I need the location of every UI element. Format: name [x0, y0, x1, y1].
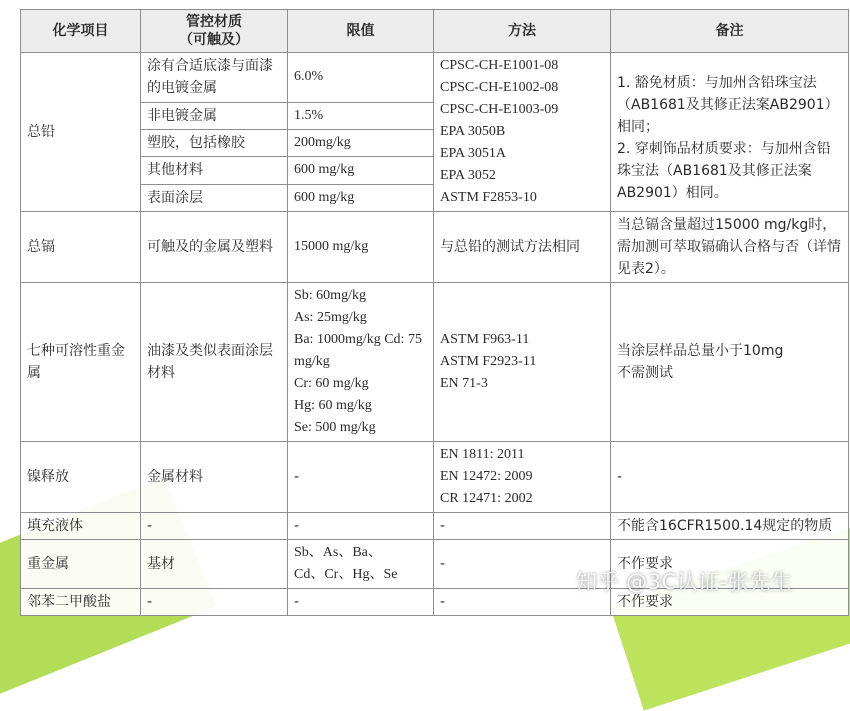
heavy-limit: Sb、As、Ba、 Cd、Cr、Hg、Se: [288, 540, 434, 589]
heavy-method: -: [434, 540, 611, 589]
header-item: 化学项目: [21, 10, 141, 53]
cadmium-method: 与总铅的测试方法相同: [434, 212, 611, 283]
soluble-method: ASTM F963-11 ASTM F2923-11 EN 71-3: [434, 283, 611, 442]
heavy-remark: 不作要求: [611, 540, 849, 589]
liquid-limit: -: [288, 513, 434, 540]
lead-methods: CPSC-CH-E1001-08 CPSC-CH-E1002-08 CPSC-CH-E1003-09 EPA 3050B EPA 3051A EPA 3052 ASTM F2853-10: [434, 53, 611, 212]
lead-limit-2: 1.5%: [288, 102, 434, 129]
liquid-material: -: [141, 513, 288, 540]
table-row-nickel: [21, 442, 849, 513]
lead-limit-3: 200mg/kg: [288, 129, 434, 156]
cadmium-material: 可触及的金属及塑料: [141, 212, 288, 283]
phthalate-item: 邻苯二甲酸盐: [21, 589, 141, 616]
lead-remark: 1. 豁免材质：与加州含铅珠宝法（AB1681及其修正法案AB2901）相同； 2. 穿刺饰品材质要求：与加州含铅珠宝法（AB1681及其修正法案AB2901）相同。: [611, 53, 849, 212]
chemical-requirements-table: [20, 9, 849, 616]
liquid-item: 填充液体: [21, 513, 141, 540]
heavy-item: 重金属: [21, 540, 141, 589]
nickel-item: 镍释放: [21, 442, 141, 513]
cadmium-remark: 当总镉含量超过15000 mg/kg时，需加测可萃取镉确认合格与否（详情见表2）。: [611, 212, 849, 283]
header-remark: 备注: [611, 10, 849, 53]
liquid-remark: 不能含16CFR1500.14规定的物质: [611, 513, 849, 540]
soluble-material: 油漆及类似表面涂层材料: [141, 283, 288, 442]
lead-material-1: 涂有合适底漆与面漆的电镀金属: [141, 53, 288, 103]
nickel-remark: -: [611, 442, 849, 513]
lead-material-4: 其他材料: [141, 157, 288, 184]
header-limit: 限值: [288, 10, 434, 53]
header-material: 管控材质 （可触及）: [141, 10, 288, 53]
header-row: [21, 10, 849, 53]
nickel-limit: -: [288, 442, 434, 513]
phthalate-remark: 不作要求: [611, 589, 849, 616]
nickel-method: EN 1811: 2011 EN 12472: 2009 CR 12471: 2002: [434, 442, 611, 513]
lead-limit-1: 6.0%: [288, 53, 434, 103]
table-row-lead-1: [21, 53, 849, 103]
lead-material-3: 塑胶，包括橡胶: [141, 129, 288, 156]
cadmium-limit: 15000 mg/kg: [288, 212, 434, 283]
soluble-limit: Sb: 60mg/kg As: 25mg/kg Ba: 1000mg/kg Cd: 75 mg/kg Cr: 60 mg/kg Hg: 60 mg/kg Se: 500 mg/kg: [288, 283, 434, 442]
cadmium-item: 总镉: [21, 212, 141, 283]
table-row-soluble: [21, 283, 849, 442]
lead-limit-5: 600 mg/kg: [288, 184, 434, 211]
lead-material-5: 表面涂层: [141, 184, 288, 211]
watermark: 知乎 @3C认证-张先生: [576, 570, 793, 594]
phthalate-material: -: [141, 589, 288, 616]
phthalate-method: -: [434, 589, 611, 616]
header-method: 方法: [434, 10, 611, 53]
liquid-method: -: [434, 513, 611, 540]
soluble-remark: 当涂层样品总量小于10mg 不需测试: [611, 283, 849, 442]
lead-material-2: 非电镀金属: [141, 102, 288, 129]
nickel-material: 金属材料: [141, 442, 288, 513]
heavy-material: 基材: [141, 540, 288, 589]
lead-item: 总铅: [21, 53, 141, 212]
lead-limit-4: 600 mg/kg: [288, 157, 434, 184]
table-row-liquid: [21, 513, 849, 540]
phthalate-limit: -: [288, 589, 434, 616]
soluble-item: 七种可溶性重金属: [21, 283, 141, 442]
table-row-cadmium: [21, 212, 849, 283]
